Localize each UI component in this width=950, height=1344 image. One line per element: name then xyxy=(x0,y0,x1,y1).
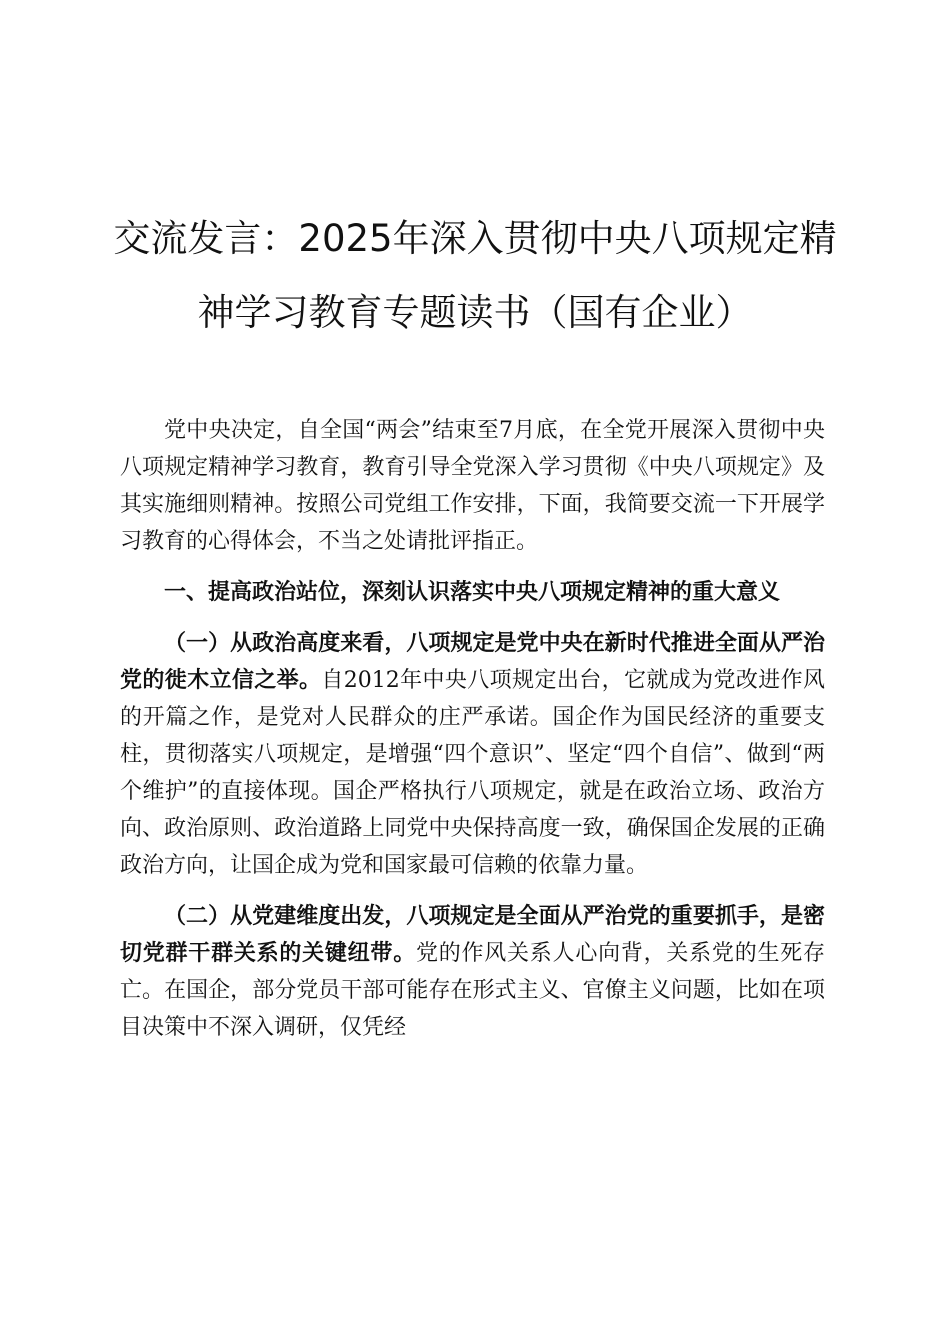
paragraph-text: 党的作风关系人心向背，关系党的生死存亡。在国企，部分党员干部可能存在形式主义、官僚主义问题，比如在项目决策中不深入调研，仅凭经 xyxy=(120,941,825,1040)
paragraph-lead: （二）从党建维度出发，八项规定是全面从严治党的重要抓手，是密切党群干群关系的关键纽带。 xyxy=(120,903,825,966)
paragraph-text: 自2012年中央八项规定出台，它就成为党改进作风的开篇之作，是党对人民群众的庄严承诺。国企作为国民经济的重要支柱，贯彻落实八项规定，是增强“四个意识”、坚定“四个自信”、做到“两个维护”的直接体现。国企严格执行八项规定，就是在政治立场、政治方向、政治原则、政治道路上同党中央保持高度一致，确保国企发展的正确政治方向，让国企成为党和国家最可信赖的依靠力量。 xyxy=(120,668,825,878)
title-line-1: 交流发言：2025年深入贯彻中央八项规定精 xyxy=(113,217,837,260)
document-body xyxy=(120,412,825,1060)
paragraph-intro: 党中央决定，自全国“两会”结束至7月底，在全党开展深入贯彻中央八项规定精神学习教育，教育引导全党深入学习贯彻《中央八项规定》及其实施细则精神。按照公司党组工作安排，下面，我简要交流一下开展学习教育的心得体会，不当之处请批评指正。 xyxy=(120,418,825,554)
paragraph-party-building xyxy=(120,898,825,1046)
paragraph-political-height xyxy=(120,625,825,884)
paragraph-lead: （一）从政治高度来看，八项规定是党中央在新时代推进全面从严治党的徙木立信之举。 xyxy=(120,630,825,693)
section-heading-1: 一、提高政治站位，深刻认识落实中央八项规定精神的重大意义 xyxy=(164,580,781,605)
document-title xyxy=(100,202,850,350)
title-line-2: 神学习教育专题读书（国有企业） xyxy=(197,291,753,334)
